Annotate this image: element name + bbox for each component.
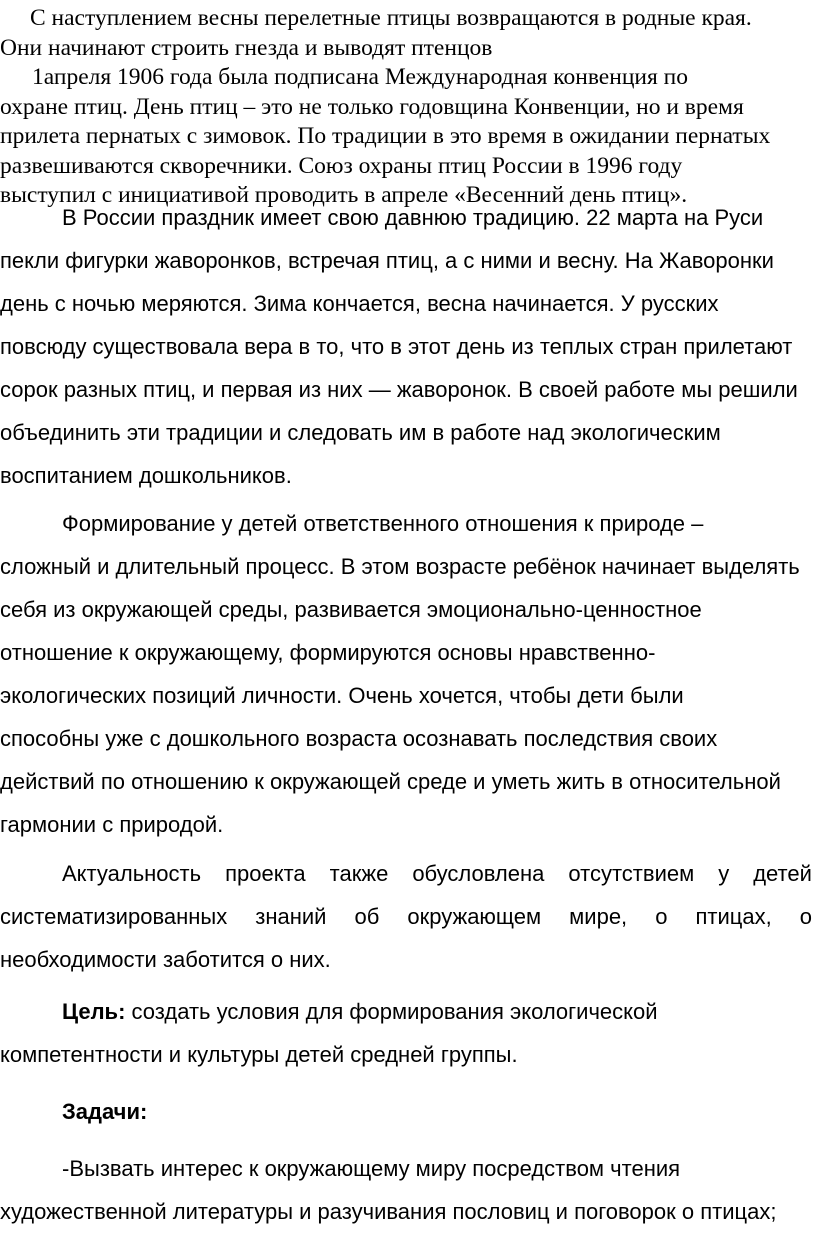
word: птицах, — [695, 904, 772, 929]
word: у — [718, 861, 730, 886]
tasks-heading — [0, 1090, 816, 1133]
paragraph-goal — [0, 990, 816, 1076]
text-line: гармонии с природой. — [0, 812, 224, 837]
word: о — [799, 904, 812, 929]
text-line: объединить эти традиции и следовать им в работе над экологическим — [0, 420, 721, 445]
text-line: отношение к окружающему, формируются основы нравственно- — [0, 640, 656, 665]
word: обусловлена — [412, 861, 545, 886]
text-line: выступил с инициативой проводить в апреле «Весенний день птиц». — [0, 182, 688, 208]
text-line: необходимости заботится о них. — [0, 947, 331, 972]
text-line: охране птиц. День птиц – это не только годовщина Конвенции, но и время — [0, 93, 744, 120]
text-line: Они начинают строить гнезда и выводят птенцов — [0, 34, 493, 61]
text-line: художественной литературы и разучивания пословиц и поговорок о птицах; — [0, 1199, 777, 1224]
text-line-justified — [0, 895, 812, 938]
word: об — [354, 904, 380, 929]
text-line: В России праздник имеет свою давнюю традицию. 22 марта на Руси — [62, 205, 764, 230]
paragraph-spring-birds — [0, 4, 816, 211]
word: отсутствием — [568, 861, 695, 886]
text-line: сложный и длительный процесс. В этом возрасте ребёнок начинает выделять — [0, 554, 800, 579]
text-line: прилета пернатых с зимовок. По традиции в это время в ожидании пернатых — [0, 123, 771, 149]
text-line: способны уже с дошкольного возраста осознавать последствия своих — [0, 726, 718, 751]
text-line: сорок разных птиц, и первая из них — жаворонок. В своей работе мы решили — [0, 377, 798, 402]
paragraph-task-1 — [0, 1147, 816, 1233]
text-line: себя из окружающей среды, развивается эмоционально-ценностное — [0, 597, 702, 622]
word: также — [329, 861, 389, 886]
paragraph-relevance — [0, 852, 812, 981]
paragraph-formation — [0, 502, 816, 846]
text-line: экологических позиций личности. Очень хочется, чтобы дети были — [0, 683, 684, 708]
text-line: развешиваются скворечники. Союз охраны птиц России в 1996 году — [0, 152, 683, 179]
word: систематизированных — [0, 904, 228, 929]
word: Актуальность — [62, 861, 202, 886]
paragraph-russian-tradition — [0, 196, 816, 497]
goal-text: создать условия для формирования экологической — [125, 999, 658, 1024]
text-line: -Вызвать интерес к окружающему миру посредством чтения — [62, 1156, 681, 1181]
text-line-justified — [0, 852, 812, 895]
text-line: воспитанием дошкольников. — [0, 463, 292, 488]
word: детей — [753, 861, 812, 886]
text-line: день с ночью меряются. Зима кончается, весна начинается. У русских — [0, 291, 719, 316]
text-line: повсюду существовала вера в то, что в этот день из теплых стран прилетают — [0, 334, 793, 359]
word: проекта — [225, 861, 306, 886]
word: знаний — [255, 904, 327, 929]
word: окружающем — [407, 904, 542, 929]
text-line: 1апреля 1906 года была подписана Международная конвенция по — [32, 64, 688, 90]
word: мире, — [569, 904, 628, 929]
word: о — [655, 904, 668, 929]
text-line: компетентности и культуры детей средней группы. — [0, 1042, 518, 1067]
text-line: Формирование у детей ответственного отношения к природе – — [62, 511, 704, 536]
goal-label: Цель: — [62, 999, 126, 1024]
text-line: пекли фигурки жаворонков, встречая птиц, а с ними и весну. На Жаворонки — [0, 248, 774, 273]
tasks-heading-text: Задачи: — [62, 1099, 148, 1124]
text-line: действий по отношению к окружающей среде и уметь жить в относительной — [0, 769, 781, 794]
text-line: С наступлением весны перелетные птицы возвращаются в родные края. — [30, 5, 752, 31]
text-line — [0, 990, 816, 1033]
